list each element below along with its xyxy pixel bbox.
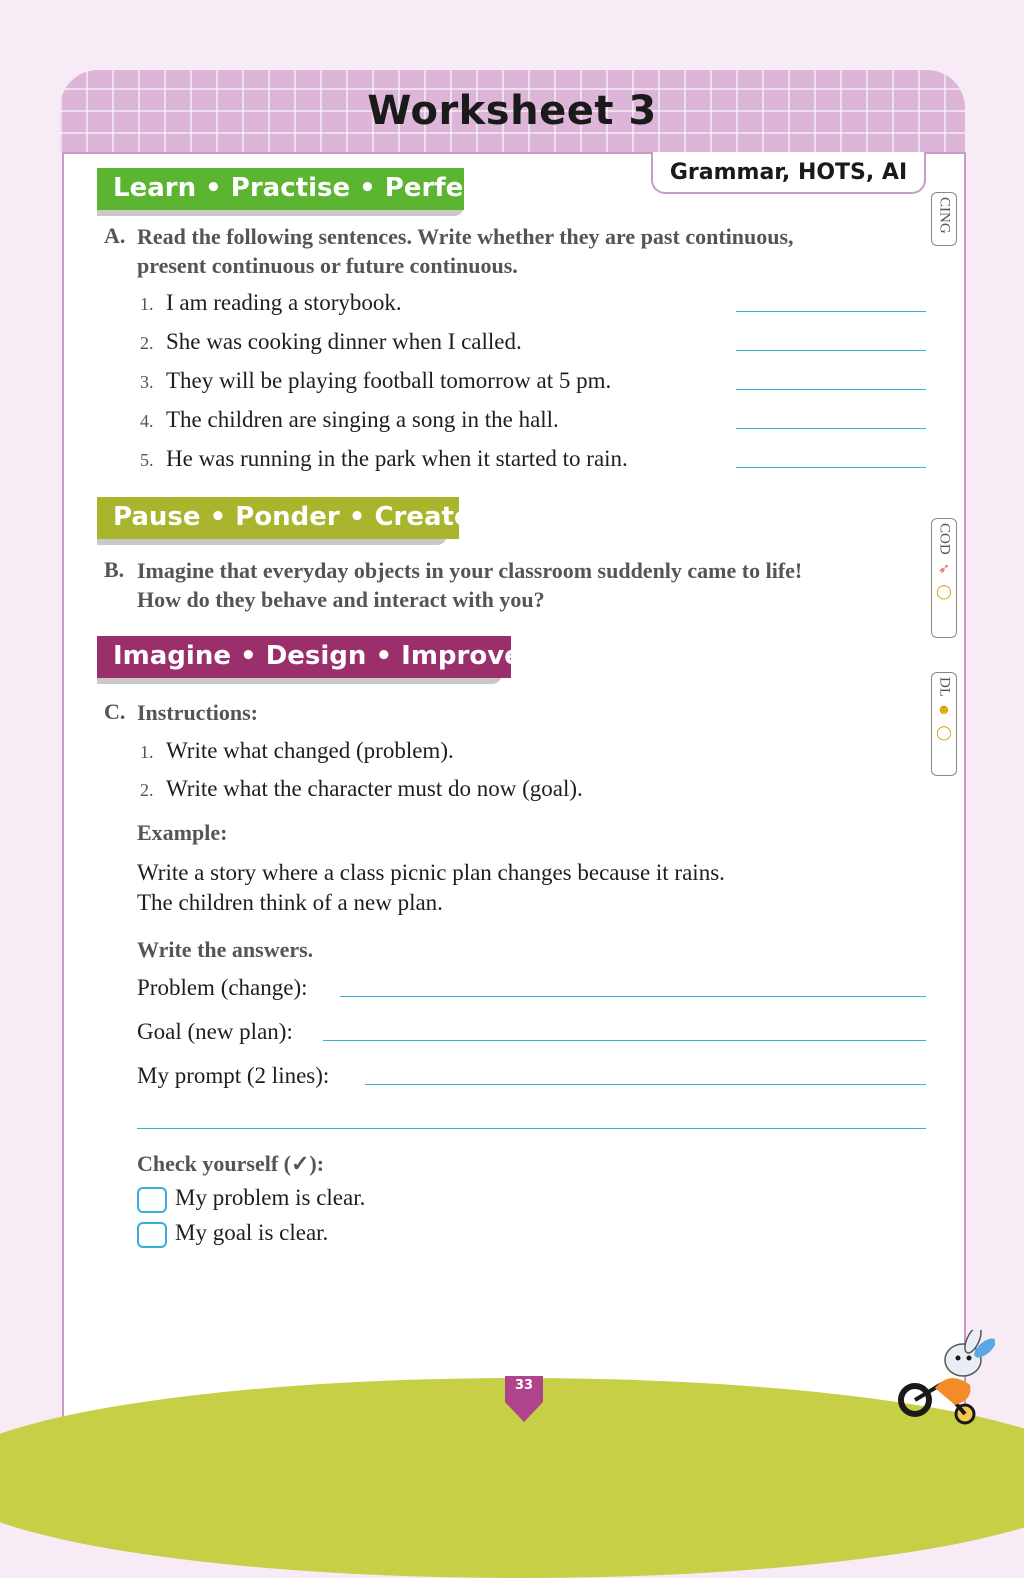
example-line2: The children think of a new plan. [137,890,443,915]
lightbulb-icon: ◯ [936,726,952,741]
item-number: 1. [140,742,154,762]
item-number: 2. [140,780,154,800]
item-number: 2. [140,333,154,353]
answer-line[interactable] [736,389,926,390]
rocket-icon: ➶ [938,561,950,577]
sentence-item: He was running in the park when it started to rain. [166,446,628,471]
sentence-item: They will be playing football tomorrow at 5 pm. [166,368,612,393]
question-a-instruction-line2: present continuous or future continuous. [137,253,518,278]
side-tab-dl [931,672,957,776]
example-heading: Example: [137,820,228,845]
check-heading: Check yourself (✓): [137,1151,325,1176]
answers-heading: Write the answers. [137,937,314,962]
sentence-item: The children are singing a song in the hall. [166,407,559,432]
sentence-item: I am reading a storybook. [166,290,402,315]
sentence-item: She was cooking dinner when I called. [166,329,522,354]
check-label: My goal is clear. [175,1220,329,1245]
side-tab-cod [931,518,957,638]
page-number: 33 [514,1378,534,1393]
prompt-answer-line-2[interactable] [137,1128,926,1129]
question-letter-a: A. [104,223,126,248]
instruction-item: Write what changed (problem). [166,738,454,763]
side-tab-label: COD [936,523,953,555]
instructions-heading: Instructions: [137,700,259,725]
goal-answer-line[interactable] [323,1040,926,1041]
answer-line[interactable] [736,350,926,351]
question-b-line1: Imagine that everyday objects in your classroom suddenly came to life! [137,558,803,583]
example-line1: Write a story where a class picnic plan changes because it rains. [137,860,725,885]
answer-line[interactable] [736,467,926,468]
banner-imagine-design-improve: Imagine • Design • Improve [97,636,511,678]
emoji-icon: ☻ [936,703,952,718]
item-number: 3. [140,372,154,392]
instruction-item: Write what the character must do now (goal). [166,776,583,801]
banner-pause-ponder-create: Pause • Ponder • Create [97,497,459,539]
rabbit-on-bicycle-illustration [895,1330,995,1430]
answer-line[interactable] [736,428,926,429]
question-b-line2: How do they behave and interact with you? [137,587,545,612]
item-number: 1. [140,294,154,314]
check-label: My problem is clear. [175,1185,366,1210]
goal-label: Goal (new plan): [137,1019,293,1044]
prompt-label: My prompt (2 lines): [137,1063,330,1088]
topic-tag: Grammar, HOTS, AI [651,152,926,194]
problem-answer-line[interactable] [340,996,926,997]
side-tab-label: CING [936,197,953,234]
lightbulb-icon: ◯ [936,584,952,600]
question-a-instruction-line1: Read the following sentences. Write whether they are past continuous, [137,224,794,249]
question-letter-b: B. [104,557,125,582]
prompt-answer-line[interactable] [365,1084,926,1085]
side-tab-cing [931,192,957,246]
answer-line[interactable] [736,311,926,312]
item-number: 4. [140,411,154,431]
item-number: 5. [140,450,154,470]
side-tab-label: DL [936,677,953,697]
problem-label: Problem (change): [137,975,308,1000]
question-letter-c: C. [104,699,126,724]
banner-learn-practise-perfect: Learn • Practise • Perfect [97,168,464,210]
checkbox-problem-clear[interactable] [137,1187,167,1213]
checkbox-goal-clear[interactable] [137,1222,167,1248]
page-title: Worksheet 3 [367,88,657,134]
